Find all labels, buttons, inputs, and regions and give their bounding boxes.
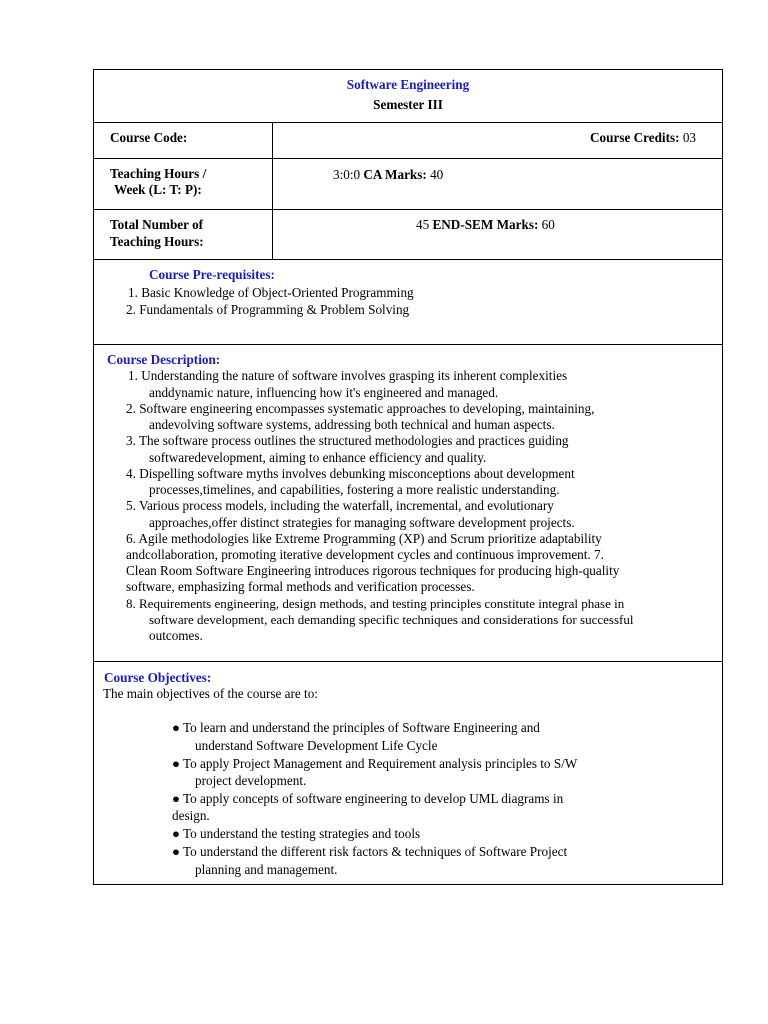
objective-line: ● To apply concepts of software engineering to develop UML diagrams in xyxy=(172,791,564,806)
description-line: 8. Requirements engineering, design methods, and testing principles constitute integral phase in xyxy=(126,596,625,611)
semester-label: Semester III xyxy=(373,97,443,112)
description-heading: Course Description: xyxy=(107,352,221,367)
objective-line: design. xyxy=(172,808,210,823)
description-line: Clean Room Software Engineering introduces rigorous techniques for producing high-quality xyxy=(126,563,620,578)
prerequisite-item: 2. Fundamentals of Programming & Problem Solving xyxy=(126,302,410,317)
description-line: outcomes. xyxy=(149,628,203,643)
course-credits-label: Course Credits: xyxy=(590,130,680,145)
divider-line xyxy=(93,661,723,662)
description-line: approaches,offer distinct strategies for managing software development projects. xyxy=(149,515,575,530)
description-line: andevolving software systems, addressing both technical and human aspects. xyxy=(149,417,555,432)
divider-line xyxy=(93,158,723,159)
description-line: 5. Various process models, including the waterfall, incremental, and evolutionary xyxy=(126,498,554,513)
prerequisites-heading: Course Pre-requisites: xyxy=(149,267,275,282)
objective-line: ● To apply Project Management and Requirement analysis principles to S/W xyxy=(172,756,578,771)
ltp-and-ca-marks xyxy=(333,167,443,183)
ca-marks-value: 40 xyxy=(430,167,444,182)
objective-line: planning and management. xyxy=(195,862,338,877)
endsem-marks-label: END-SEM Marks: xyxy=(432,217,539,232)
column-divider xyxy=(272,122,273,260)
objective-line: ● To understand the testing strategies and tools xyxy=(172,826,421,841)
ca-marks-label: CA Marks: xyxy=(363,167,427,182)
description-line: andcollaboration, promoting iterative development cycles and continuous improvement. 7. xyxy=(126,547,604,562)
description-line: software development, each demanding specific techniques and considerations for successful xyxy=(149,612,634,627)
teaching-hours-label-week: Week (L: T: P): xyxy=(114,182,202,197)
objective-line: understand Software Development Life Cycle xyxy=(195,738,438,753)
description-line: 1. Understanding the nature of software involves grasping its inherent complexities xyxy=(128,368,568,383)
endsem-marks-value: 60 xyxy=(541,217,555,232)
objective-line: project development. xyxy=(195,773,307,788)
description-line: 4. Dispelling software myths involves debunking misconceptions about development xyxy=(126,466,575,481)
objectives-heading: Course Objectives: xyxy=(104,670,212,685)
divider-line xyxy=(93,209,723,210)
total-hours-label-line2: Teaching Hours: xyxy=(110,234,204,249)
description-line: processes,timelines, and capabilities, fostering a more realistic understanding. xyxy=(149,482,560,497)
description-line: anddynamic nature, influencing how it's engineered and managed. xyxy=(149,385,499,400)
description-line: 6. Agile methodologies like Extreme Programming (XP) and Scrum prioritize adaptability xyxy=(126,531,602,546)
description-line: 3. The software process outlines the structured methodologies and practices guiding xyxy=(126,433,569,448)
total-hours-value: 45 xyxy=(416,217,430,232)
course-title: Software Engineering xyxy=(346,77,470,92)
divider-line xyxy=(93,344,723,345)
divider-line xyxy=(93,122,723,123)
course-credits-value: 03 xyxy=(682,130,696,145)
description-line: 2. Software engineering encompasses systematic approaches to developing, maintaining, xyxy=(126,401,595,416)
objective-line: ● To learn and understand the principles of Software Engineering and xyxy=(172,720,540,735)
objectives-intro: The main objectives of the course are to: xyxy=(103,686,318,701)
ltp-value: 3:0:0 xyxy=(333,167,361,182)
prerequisite-item: 1. Basic Knowledge of Object-Oriented Programming xyxy=(128,285,414,300)
course-credits xyxy=(590,130,696,146)
teaching-hours-label: Teaching Hours / xyxy=(110,166,207,181)
total-hours-label: Total Number of xyxy=(110,217,204,232)
total-hours-and-endsem xyxy=(416,217,555,233)
description-line: softwaredevelopment, aiming to enhance efficiency and quality. xyxy=(149,450,487,465)
divider-line xyxy=(93,259,723,260)
course-code-label: Course Code: xyxy=(110,130,188,145)
description-line: software, emphasizing formal methods and verification processes. xyxy=(126,579,475,594)
objective-line: ● To understand the different risk factors & techniques of Software Project xyxy=(172,844,568,859)
